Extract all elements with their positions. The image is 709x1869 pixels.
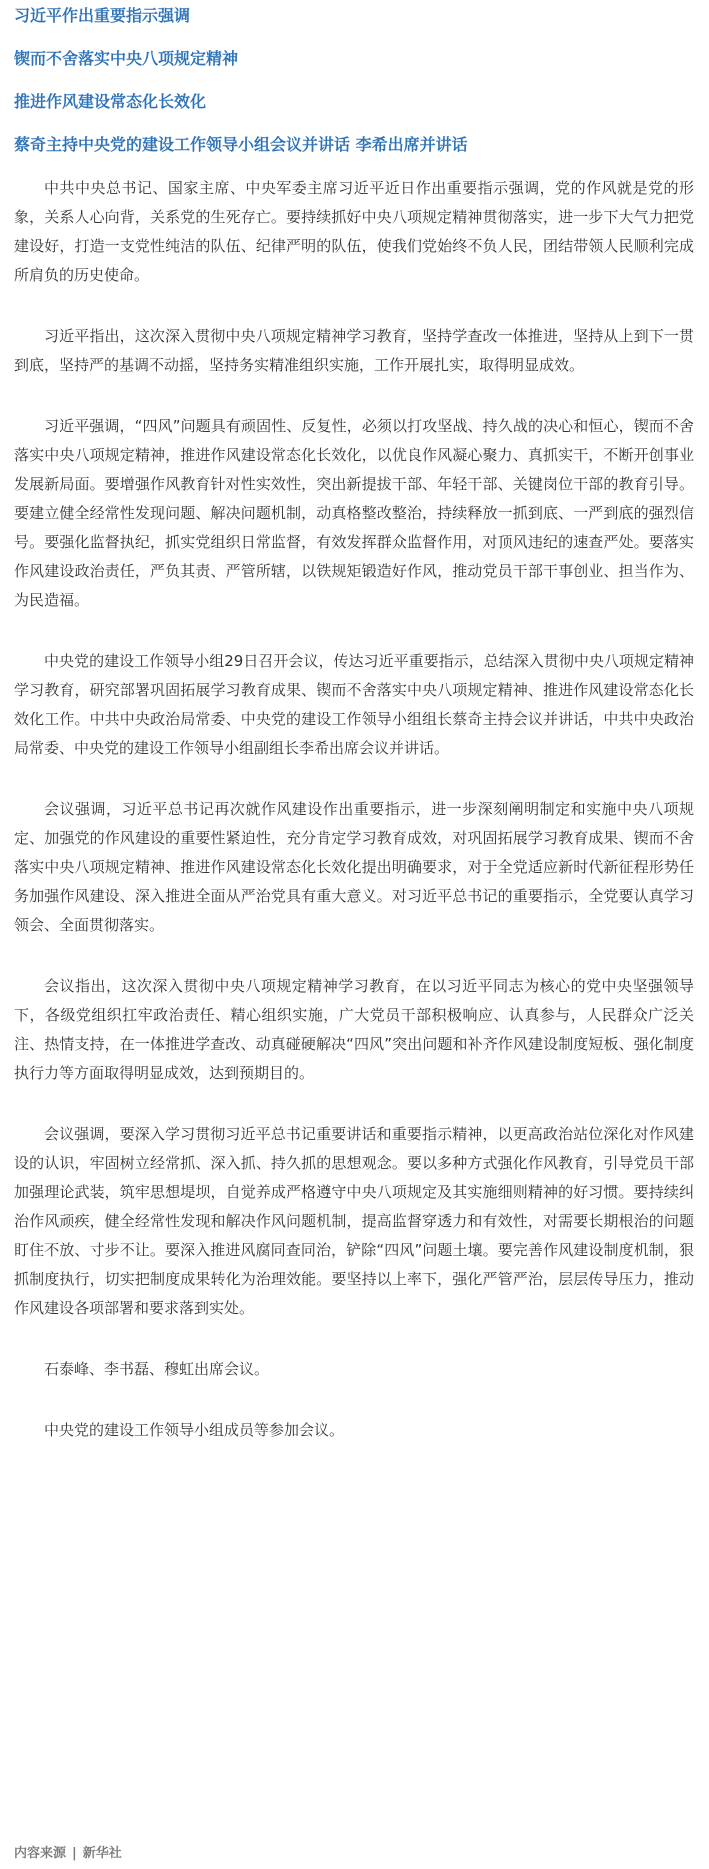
paragraph-5: 会议强调，习近平总书记再次就作风建设作出重要指示，进一步深刻阐明制定和实施中央八项规定、加强党的作风建设的重要性紧迫性，充分肯定学习教育成效，对巩固拓展学习教育成果、锲而不舍落实中央八项规定精神、推进作风建设常态化长效化提出明确要求，对于全党适应新时代新征程形势任务加强作风建设、深入推进全面从严治党具有重大意义。对习近平总书记的重要指示，全党要认真学习领会、全面贯彻落实。 [14,800,694,934]
headline-line-3: 推进作风建设常态化长效化 [14,92,207,111]
paragraph-4: 中央党的建设工作领导小组29日召开会议，传达习近平重要指示，总结深入贯彻中央八项规定精神学习教育，研究部署巩固拓展学习教育成果、锲而不舍落实中央八项规定精神、推进作风建设常态化长效化工作。中共中央政治局常委、中央党的建设工作领导小组组长蔡奇主持会议并讲话，中共中央政治局常委、中央党的建设工作领导小组副组长李希出席会议并讲话。 [14,652,694,757]
source-label: 内容来源 [14,1846,67,1861]
headline-line-1: 习近平作出重要指示强调 [14,6,191,25]
source-separator: | [72,1846,77,1861]
paragraph-7: 会议强调，要深入学习贯彻习近平总书记重要讲话和重要指示精神，以更高政治站位深化对作风建设的认识，牢固树立经常抓、深入抓、持久抓的思想观念。要以多种方式强化作风教育，引导党员干部加强理论武装，筑牢思想堤坝，自觉养成严格遵守中央八项规定及其实施细则精神的好习惯。要持续纠治作风顽疾，健全经常性发现和解决作风问题机制，提高监督穿透力和有效性，对需要长期根治的问题盯住不放、寸步不让。要深入推进风腐同查同治，铲除“四风”问题土壤。要完善作风建设制度机制，狠抓制度执行，切实把制度成果转化为治理效能。要坚持以上率下，强化严管严治，层层传导压力，推动作风建设各项部署和要求落到实处。 [14,1125,694,1317]
paragraph-9: 中央党的建设工作领导小组成员等参加会议。 [44,1421,345,1439]
headline-line-4: 蔡奇主持中央党的建设工作领导小组会议并讲话 李希出席并讲话 [14,135,468,154]
source-value: 新华社 [82,1846,122,1861]
article-body [14,174,694,1477]
paragraph-6: 会议指出，这次深入贯彻中央八项规定精神学习教育，在以习近平同志为核心的党中央坚强领导下，各级党组织扛牢政治责任、精心组织实施，广大党员干部积极响应、认真参与，人民群众广泛关注、热情支持，在一体推进学查改、动真碰硬解决“四风”突出问题和补齐作风建设制度短板、强化制度执行力等方面取得明显成效，达到预期目的。 [14,977,694,1082]
paragraph-3: 习近平强调，“四风”问题具有顽固性、反复性，必须以打攻坚战、持久战的决心和恒心，锲而不舍落实中央八项规定精神，推进作风建设常态化长效化，以优良作风凝心聚力、真抓实干，不断开创事业发展新局面。要增强作风教育针对性实效性，突出新提拔干部、年轻干部、关键岗位干部的教育引导。要建立健全经常性发现问题、解决问题机制，动真格整改整治，持续释放一抓到底、一严到底的强烈信号。要强化监督执纪，抓实党组织日常监督，有效发挥群众监督作用，对顶风违纪的速查严处。要落实作风建设政治责任，严负其责、严管所辖，以铁规矩锻造好作风，推动党员干部干事创业、担当作为、为民造福。 [14,417,694,609]
headline-line-2: 锲而不舍落实中央八项规定精神 [14,49,239,68]
paragraph-1: 中共中央总书记、国家主席、中央军委主席习近平近日作出重要指示强调，党的作风就是党的形象，关系人心向背，关系党的生死存亡。要持续抓好中央八项规定精神贯彻落实，进一步下大气力把党建设好，打造一支党性纯洁的队伍、纪律严明的队伍，使我们党始终不负人民，团结带领人民顺利完成所肩负的历史使命。 [14,179,694,284]
paragraph-8: 石泰峰、李书磊、穆虹出席会议。 [44,1360,270,1378]
paragraph-2: 习近平指出，这次深入贯彻中央八项规定精神学习教育，坚持学查改一体推进，坚持从上到下一贯到底，坚持严的基调不动摇，坚持务实精准组织实施，工作开展扎实，取得明显成效。 [14,327,694,374]
content-source [14,1842,122,1861]
headline-block [14,2,694,174]
